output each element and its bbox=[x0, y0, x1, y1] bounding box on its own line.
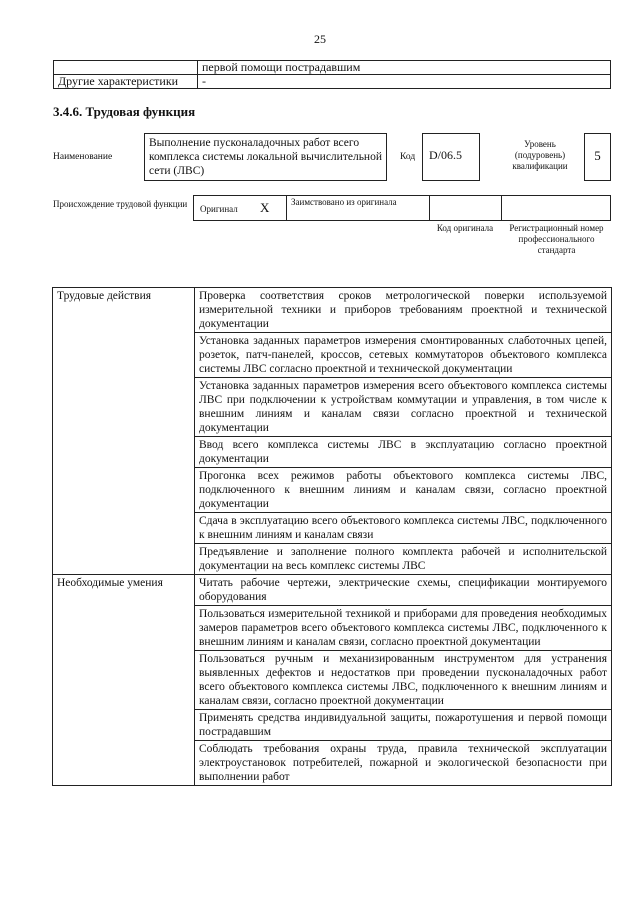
table-row bbox=[53, 288, 612, 333]
code-label: Код bbox=[400, 152, 416, 162]
code-value: D/06.5 bbox=[422, 133, 480, 181]
required-skill: Применять средства индивидуальной защиты, пожаротушения и первой помощи пострадавшим bbox=[195, 710, 612, 741]
original-label: Оригинал bbox=[200, 204, 238, 214]
labor-action: Предъявление и заполнение полного комплекта рабочей и исполнительской документации на весь комплекс системы ЛВС bbox=[195, 544, 612, 575]
other-characteristics-label: Другие характеристики bbox=[54, 75, 198, 89]
function-name: Выполнение пусконаладочных работ всего комплекса системы локальной вычислительной сети (ЛВС) bbox=[144, 133, 387, 181]
required-skill: Пользоваться измерительной техникой и приборами для проведения необходимых замеров параметров всего объектового комплекса системы ЛВС, подключенного к внешним линиям и каналам связи, согласно проектной документации bbox=[195, 606, 612, 651]
page-number: 25 bbox=[314, 32, 326, 46]
other-characteristics-value: - bbox=[198, 75, 611, 89]
labor-action: Сдача в эксплуатацию всего объектового комплекса системы ЛВС, подключенного к внешним линиям и каналам связи bbox=[195, 513, 612, 544]
original-mark: X bbox=[260, 200, 270, 215]
required-skill: Соблюдать требования охраны труда, правила технической эксплуатации электроустановок потребителей, пожарной и экологической безопасности при выполнении работ bbox=[195, 741, 612, 786]
continuation-empty-cell bbox=[54, 61, 198, 75]
borrowed-label: Заимствовано из оригинала bbox=[291, 197, 397, 207]
labor-action: Проверка соответствия сроков метрологической поверки используемой измерительной техники и приборов требованиям проектной и технической документации bbox=[195, 288, 612, 333]
divider bbox=[501, 195, 502, 221]
labor-action: Установка заданных параметров измерения всего объектового комплекса системы ЛВС при подключении к устройствам коммутации и управления, в том числе к внешним линиям и каналам связи согласно проектной и технической документации bbox=[195, 378, 612, 437]
name-label: Наименование bbox=[53, 152, 113, 162]
labor-actions-label: Трудовые действия bbox=[53, 288, 195, 575]
labor-action: Прогонка всех режимов работы объектового комплекса системы ЛВС, подключенного к внешним линиям и каналам связи, согласно проектной документации bbox=[195, 468, 612, 513]
divider bbox=[429, 195, 430, 221]
original-code-label: Код оригинала bbox=[436, 223, 494, 233]
section-title: 3.4.6. Трудовая функция bbox=[53, 104, 196, 119]
main-table bbox=[52, 287, 612, 786]
level-value: 5 bbox=[584, 133, 611, 181]
level-label: Уровень (подуровень) квалификации bbox=[512, 139, 568, 171]
table-row bbox=[53, 575, 612, 606]
required-skill: Пользоваться ручным и механизированным инструментом для устранения выявленных дефектов и недостатков при проведении пусконаладочных работ всего объектового комплекса системы ЛВС, подключенного к внешним линиям и каналам связи, согласно проектной документации bbox=[195, 651, 612, 710]
required-skill: Читать рабочие чертежи, электрические схемы, спецификации монтируемого оборудования bbox=[195, 575, 612, 606]
continuation-table bbox=[53, 60, 611, 89]
required-skills-label: Необходимые умения bbox=[53, 575, 195, 786]
labor-action: Ввод всего комплекса системы ЛВС в эксплуатацию согласно проектной документации bbox=[195, 437, 612, 468]
divider bbox=[286, 195, 287, 221]
registration-number-label: Регистрационный номер профессионального стандарта bbox=[509, 223, 604, 255]
labor-action: Установка заданных параметров измерения смонтированных слаботочных цепей, розеток, патч-панелей, кроссов, сетевых коммутаторов объектового комплекса системы ЛВС согласно проектной и технической документации bbox=[195, 333, 612, 378]
origin-label: Происхождение трудовой функции bbox=[53, 199, 188, 209]
origin-box bbox=[193, 195, 611, 221]
continuation-cell: первой помощи пострадавшим bbox=[198, 61, 611, 75]
